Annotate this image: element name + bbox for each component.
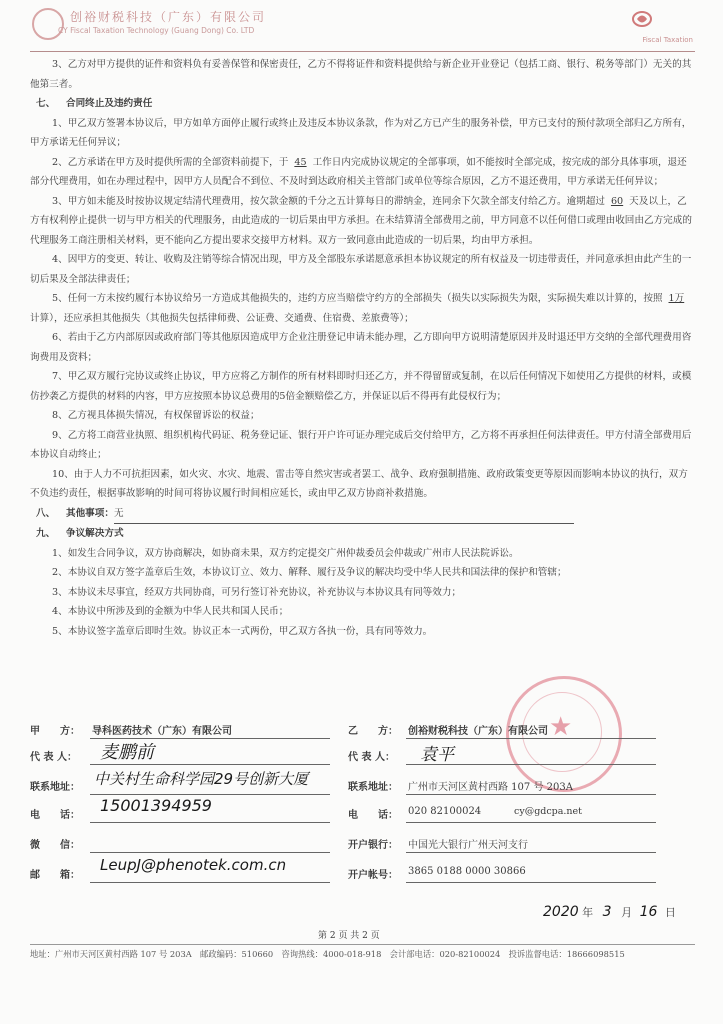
tel-b-label: 电 话：	[348, 810, 398, 821]
clause-9-2: 2、本协议自双方签字盖章后生效，本协议订立、效力、解释、履行及争议的解决均受中华人民共和国法律的保护和管辖；	[52, 567, 567, 578]
bank-b-value: 中国光大银行广州天河支行	[408, 840, 528, 851]
brand-name-en: Fiscal Taxation	[642, 36, 693, 44]
section-8-heading: 八、 其他事项：无	[30, 504, 694, 525]
addr-b-value: 广州市天河区黄村西路 107 号 203A	[408, 782, 573, 793]
bank-b-underline	[406, 852, 656, 853]
contract-body	[30, 55, 694, 641]
clause-9-5: 5、本协议签字盖章后即时生效。协议正本一式两份，甲乙双方各执一份，具有同等效力。	[52, 625, 433, 637]
clause-7-10: 10、由于人力不可抗拒因素，如火灾、水灾、地震、雷击等自然灾害或者罢工、战争、政府强制措施、政府政策变更等原因而影响本协议的执行，双方不负违约责任，根据事故影响的时间可将协议履行时间相应延长，或由甲乙双方协商补救措施。	[30, 468, 688, 499]
party-a-name: 导科医药技术（广东）有限公司	[92, 726, 232, 737]
tel-a-label: 电 话：	[30, 810, 80, 821]
clause-7-9: 9、乙方将工商营业执照、组织机构代码证、税务登记证、银行开户许可证办理完成后交付给甲方，乙方将不再承担任何法律责任。甲方付清全部费用后本协议自动终止；	[30, 429, 692, 460]
clause-7-7: 7、甲乙双方履行完协议或终止协议，甲方应将乙方制作的所有材料即时归还乙方，并不得留留或复制，在以后任何情况下如使用乙方提供的材料，或模仿抄袭乙方提供的材料的内容，甲方应按照本协议总费用的5倍金额赔偿乙方，并保证以后不得再有此侵权行为；	[30, 371, 692, 402]
rep-b-underline	[406, 764, 656, 765]
company-name-cn: 创裕财税科技（广东）有限公司	[70, 10, 267, 24]
mail-a-value: LeupJ@phenotek.com.cn	[100, 856, 287, 874]
wechat-a-underline	[90, 852, 330, 853]
company-logo-icon	[32, 8, 64, 40]
rep-a-label: 代 表 人：	[30, 752, 77, 763]
clause-7-3: 3、甲方如未能及时按协议规定结清代理费用，按欠款金额的千分之五计算每日的滞纳金，连同余下欠款全部支付给乙方。逾期超过 60 天及以上，乙方有权利停止提供一切与甲方相关的代理服务，由此造成的一切后果由甲方承担。在未结算清全部费用之前，甲方同意不以任何借口或理由收回由乙方完成的代理服务工商注册相关材料，更不能向乙方提出要求交接甲方材料。双方一致同意由此造成的一切后果，均由甲方承担。	[30, 195, 692, 246]
signature-block	[30, 718, 694, 908]
mail-a-label: 邮 箱：	[30, 870, 80, 881]
clause-7-2: 2、乙方承诺在甲方及时提供所需的全部资料前提下，于 45 工作日内完成协议规定的全部事项，如不能按时全部完成，按完成的部分具体事项，退还部分代理费用，如在办理过程中，因甲方人员配合不到位、不及时到达政府相关主管部门或单位等综合原因，乙方不退还费用，甲方承诺无任何异议；	[30, 156, 687, 187]
party-b-name: 创裕财税科技（广东）有限公司	[408, 726, 548, 737]
party-b-underline	[406, 738, 656, 739]
clause-7-1: 1、甲乙双方签署本协议后，甲方如单方面停止履行或终止及违反本协议条款，作为对乙方已产生的服务补偿，甲方已支付的预付款项全部归乙方所有，甲方承诺无任何异议；	[30, 117, 692, 148]
date-day-unit: 日	[664, 906, 676, 919]
date-year-unit: 年	[582, 906, 594, 919]
signing-date	[543, 904, 676, 920]
date-month: 3	[602, 904, 612, 920]
page-number: 第 2 页 共 2 页	[318, 931, 380, 941]
section-9-heading: 九、 争议解决方式	[36, 528, 124, 539]
date-day: 16	[639, 904, 658, 920]
company-name-en: CY Fiscal Taxation Technology (Guang Dong) Co. LTD	[58, 26, 255, 35]
addr-b-underline	[406, 794, 656, 795]
addr-b-label: 联系地址：	[348, 782, 398, 793]
date-month-unit: 月	[621, 906, 633, 919]
clause-9-3: 3、本协议未尽事宜，经双方共同协商，可另行签订补充协议，补充协议与本协议具有同等效力；	[52, 586, 462, 598]
date-year: 2020	[543, 904, 579, 920]
addr-a-label: 联系地址：	[30, 782, 80, 793]
clause-7-8: 8、乙方视具体损失情况，有权保留诉讼的权益；	[52, 410, 260, 421]
mail-a-underline	[90, 882, 330, 883]
rep-a-underline	[90, 764, 330, 765]
acct-b-value: 3865 0188 0000 30866	[408, 866, 526, 877]
clause-9-4: 4、本协议中所涉及到的金额为中华人民共和国人民币；	[52, 606, 289, 617]
bank-b-label: 开户银行：	[348, 840, 398, 851]
clause-9-1: 1、如发生合同争议，双方协商解决，如协商未果，双方约定提交广州仲裁委员会仲裁或广州市人民法院诉讼。	[52, 547, 519, 559]
clause-7-6: 6、若由于乙方内部原因或政府部门等其他原因造成甲方企业注册登记申请未能办理，乙方即向甲方说明清楚原因并及时退还甲方交纳的全部代理费用咨询费用及资料；	[30, 332, 692, 363]
rep-b-label: 代 表 人：	[348, 752, 395, 763]
tel-a-underline	[90, 822, 330, 823]
clause-7-5: 5、任何一方未按约履行本协议给另一方造成其他损失的，违约方应当赔偿守约方的全部损失（损失以实际损失为限，实际损失难以计算的，按照 1万计算），还应承担其他损失（其他损失包括律师费、公证费、交通费、住宿费、差旅费等）；	[30, 293, 685, 324]
addr-a-underline	[90, 794, 330, 795]
party-b-label: 乙 方：	[348, 726, 398, 737]
letterhead	[30, 6, 695, 50]
tel-b-value: 020 82100024	[408, 806, 482, 817]
rep-a-signature: 麦鹏前	[100, 742, 154, 763]
tel-b-underline	[406, 822, 656, 823]
seal-star-icon: ★	[549, 712, 573, 742]
acct-b-underline	[406, 882, 656, 883]
tel-a-value: 15001394959	[100, 796, 212, 815]
footer-divider	[30, 944, 695, 945]
clause-6-3: 3、乙方对甲方提供的证件和资料负有妥善保管和保密责任，乙方不得将证件和资料提供给与新企业开业登记（包括工商、银行、税务等部门）无关的其他第三者。	[30, 59, 692, 90]
header-divider	[30, 51, 695, 52]
acct-b-label: 开户帐号：	[348, 870, 398, 881]
wechat-a-label: 微 信：	[30, 840, 80, 851]
rep-b-signature: 袁平	[420, 745, 454, 765]
addr-a-value: 中关村生命科学园29号创新大厦	[94, 770, 309, 788]
section-7-heading: 七、 合同终止及违约责任	[36, 98, 153, 109]
clause-7-4: 4、因甲方的变更、转让、收购及注销等综合情况出现，甲方及全部股东承诺愿意承担本协议规定的所有权益及一切违带责任，并同意承担由此产生的一切后果及全部法律责任；	[30, 254, 692, 285]
footer-contact: 地址：广州市天河区黄村西路 107 号 203A 邮政编码：510660 咨询热线：4000-018-918 会计部电话：020-82100024 投诉监督电话：18666098515	[30, 949, 625, 959]
party-a-label: 甲 方：	[30, 726, 80, 737]
brand-logo-icon	[631, 10, 653, 28]
web-b-value: cy@gdcpa.net	[514, 806, 582, 817]
